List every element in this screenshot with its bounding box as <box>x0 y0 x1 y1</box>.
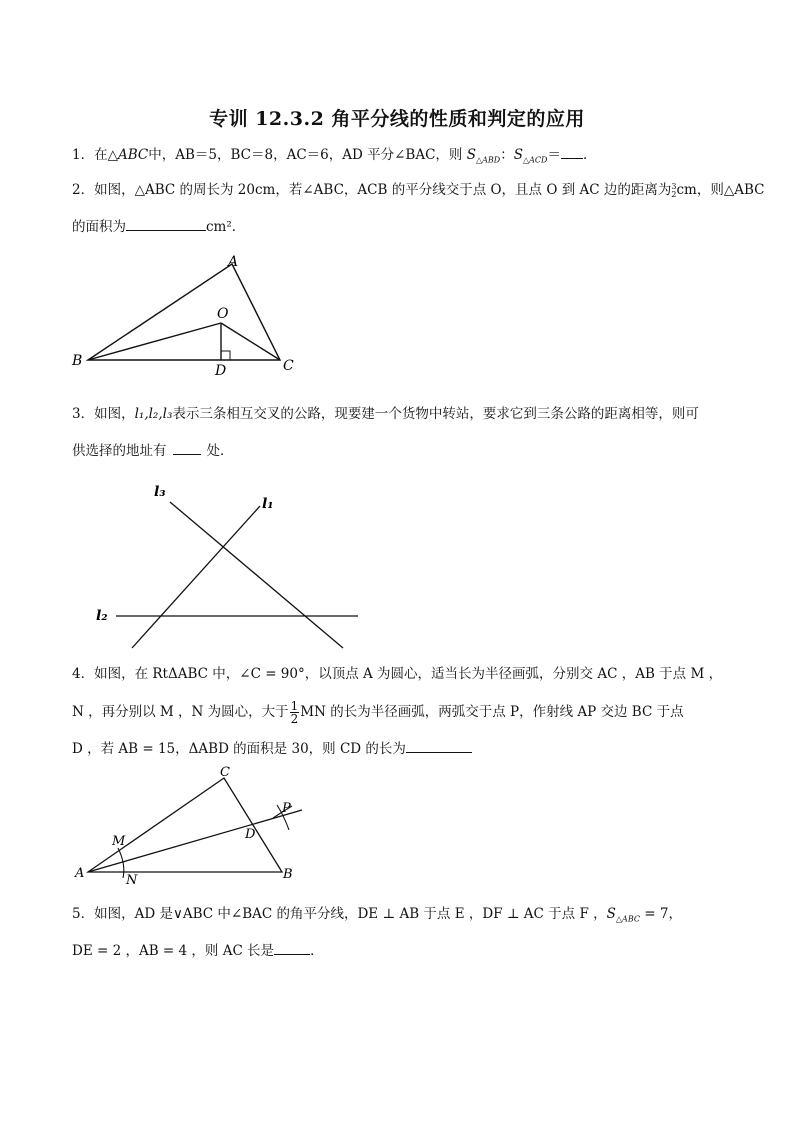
q4-text-1: 如图，在 RtΔABC 中，∠C = 90°，以顶点 A 为圆心，适当长为半径画弧，分别交 AC ，AB 于点 M ， <box>94 666 723 682</box>
label-l3: l₃ <box>154 484 166 500</box>
q2-text-1b: cm，则△ABC <box>676 182 765 198</box>
question-2-line-2 <box>72 216 245 237</box>
figure-2-triangle <box>60 248 310 378</box>
q1-area-2: S <box>513 147 523 163</box>
q5-area-eq: = 7， <box>639 906 682 922</box>
question-5-line-1 <box>72 904 682 930</box>
label-a: A <box>75 866 85 881</box>
question-4-line-1 <box>72 664 722 684</box>
q1-colon: ： <box>500 147 514 163</box>
label-m: M <box>112 834 126 849</box>
label-b: B <box>72 353 83 369</box>
right-triangle-abc <box>88 778 282 872</box>
question-5-line-2 <box>72 940 324 961</box>
figure-3-roads <box>88 478 378 656</box>
q4-frac-den: 2 <box>290 712 299 726</box>
label-d: D <box>245 827 256 842</box>
q1-end: ． <box>582 147 597 163</box>
question-4-line-3 <box>72 738 472 759</box>
q5-area-sub: △ABC <box>615 914 640 924</box>
q2-answer-blank[interactable] <box>126 216 206 231</box>
q5-text-2a: DE = 2 ，AB = 4 ，则 AC 长是 <box>72 943 275 959</box>
bisector-bo <box>88 323 221 360</box>
q2-number: 2． <box>72 182 95 198</box>
q2-text-2b: cm²． <box>206 219 246 235</box>
q4-text-3a: D ，若 AB = 15，ΔABD 的面积是 30，则 CD 的长为 <box>72 741 406 757</box>
q1-number: 1． <box>72 147 95 163</box>
question-3-line-1 <box>72 404 699 424</box>
label-c: C <box>220 765 230 780</box>
q3-text-2a: 供选择的地址有 <box>72 443 167 459</box>
q5-number: 5． <box>72 906 95 922</box>
q2-text-1a: 如图，△ABC 的周长为 20cm，若∠ABC，ACB 的平分线交于点 O，且点 O 到 AC 边的距离为 <box>94 182 672 198</box>
label-l2: l₂ <box>96 608 108 624</box>
q1-eq: ＝ <box>547 147 561 163</box>
q3-lines: l₁,l₂,l₃ <box>134 406 173 422</box>
label-d: D <box>215 363 227 378</box>
q2-frac-num: 3 <box>671 181 677 191</box>
q2-text-2a: 的面积为 <box>72 219 126 235</box>
q1-answer-blank[interactable] <box>561 144 583 159</box>
q4-text-2a: N ，再分别以 M ，N 为圆心，大于 <box>72 704 289 720</box>
q1-triangle: △ABC <box>107 147 149 163</box>
q4-text-2b: MN 的长为半径画弧，两弧交于点 P，作射线 AP 交边 BC 于点 <box>300 704 684 720</box>
triangle-abc <box>88 264 280 360</box>
q5-text-2b: ． <box>310 943 324 959</box>
q3-number: 3． <box>72 406 95 422</box>
q4-frac-num: 1 <box>290 699 299 713</box>
q5-area: S <box>606 906 616 922</box>
q4-fraction <box>290 700 300 725</box>
q3-answer-blank[interactable] <box>173 440 201 455</box>
label-a: A <box>228 254 239 270</box>
q4-answer-blank[interactable] <box>406 738 472 753</box>
label-n: N <box>126 873 138 888</box>
question-3-line-2 <box>72 440 234 461</box>
road-l1 <box>132 506 260 648</box>
question-2-line-1 <box>72 180 764 200</box>
q4-number: 4． <box>72 666 95 682</box>
label-c: C <box>283 358 294 374</box>
road-l3 <box>170 502 343 648</box>
q2-frac-den: 2 <box>671 189 677 199</box>
q1-pre: 在 <box>94 147 108 163</box>
q3-text-1a: 如图， <box>94 406 135 422</box>
label-o: O <box>217 306 229 322</box>
q1-area-1-sub: △ABD <box>475 155 501 165</box>
q3-text-1b: 表示三条相互交叉的公路，现要建一个货物中转站，要求它到三条公路的距离相等，则可 <box>172 406 699 422</box>
label-b: B <box>283 867 293 882</box>
q1-text: 中，AB＝5，BC＝8，AC＝6，AD 平分∠BAC，则 <box>148 147 463 163</box>
label-l1: l₁ <box>262 496 274 512</box>
q1-area-2-sub: △ACD <box>522 155 548 165</box>
right-angle-mark <box>221 351 230 360</box>
question-4-line-2 <box>72 700 684 725</box>
page-title: 专训 12.3.2 角平分线的性质和判定的应用 <box>209 108 585 130</box>
figure-4-triangle <box>70 760 320 890</box>
q3-text-2b: 处． <box>206 443 234 459</box>
label-p: P <box>282 801 291 816</box>
q5-text-1a: 如图，AD 是∨ABC 中∠BAC 的角平分线，DE ⊥ AB 于点 E ，DF ⊥ AC 于点 F ， <box>94 906 607 922</box>
question-1 <box>72 144 596 171</box>
q1-area-1: S <box>466 147 476 163</box>
q5-answer-blank[interactable] <box>274 940 310 955</box>
